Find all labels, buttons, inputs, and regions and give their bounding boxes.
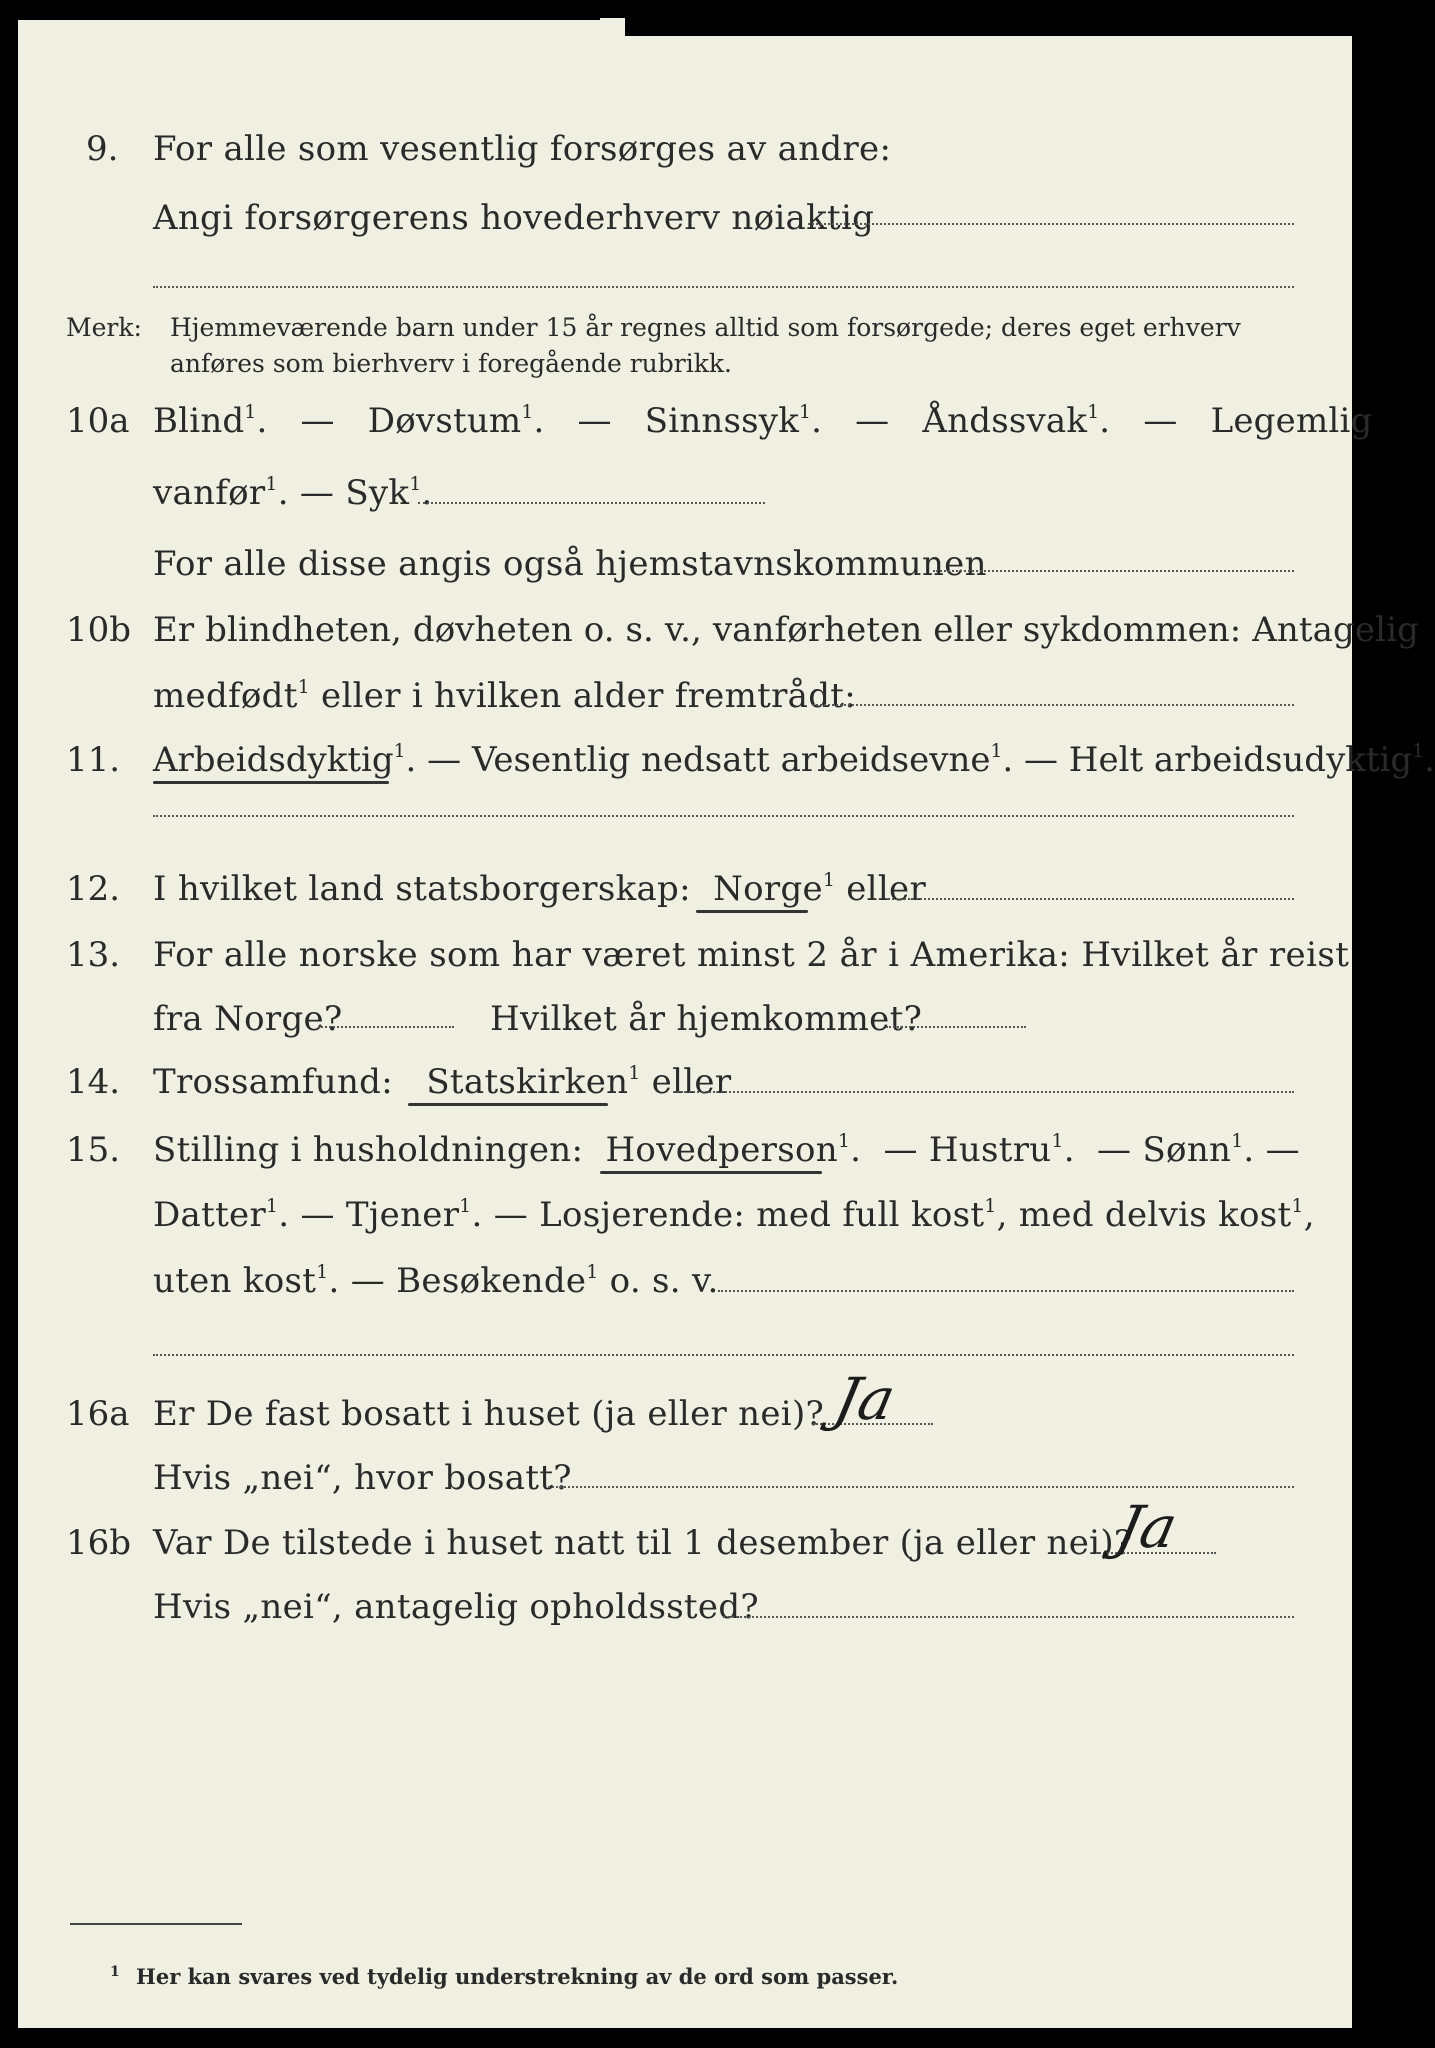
q16b-line1: Var De tilstede i huset natt til 1 desember (ja eller nei)? bbox=[153, 1523, 1133, 1563]
punctuation: . bbox=[811, 401, 823, 442]
hovedperson-underline-mark bbox=[600, 1171, 822, 1174]
q10b-answer-line[interactable] bbox=[813, 704, 1294, 706]
footnote-marker: 1 bbox=[521, 402, 534, 423]
option-uten-kost[interactable]: uten kost bbox=[153, 1261, 317, 1302]
q15-answer-line[interactable] bbox=[718, 1290, 1294, 1292]
q10b-number: 10b bbox=[66, 610, 132, 650]
footnote-marker: 1 bbox=[244, 402, 257, 423]
statskirken-underline-mark bbox=[408, 1103, 608, 1106]
q15-number: 15. bbox=[66, 1130, 121, 1170]
q14-number: 14. bbox=[66, 1062, 121, 1102]
footnote-marker: 1 bbox=[409, 474, 422, 495]
option-arbeidsdyktig[interactable]: Arbeidsdyktig bbox=[153, 740, 394, 781]
q14-answer-line[interactable] bbox=[674, 1091, 1294, 1093]
option-dovstum[interactable]: Døvstum bbox=[367, 401, 522, 442]
q15-continuation-line[interactable] bbox=[153, 1354, 1294, 1356]
norge-underline-mark bbox=[696, 910, 808, 913]
q10a-number: 10a bbox=[66, 401, 130, 441]
q14-line bbox=[153, 1062, 732, 1103]
footnote-marker: 1 bbox=[799, 402, 812, 423]
footnote-marker: 1 bbox=[297, 677, 310, 698]
q10a-line2 bbox=[153, 473, 433, 514]
footnote-marker: 1 bbox=[316, 1262, 329, 1283]
footnote-marker: 1 bbox=[822, 870, 836, 891]
footnote-rule bbox=[70, 1923, 242, 1925]
q13-hjemkommet-answer-line[interactable] bbox=[886, 1026, 1026, 1028]
punctuation: . bbox=[533, 401, 545, 442]
footnote-mark: 1 bbox=[110, 1964, 120, 1980]
footnote-marker: 1 bbox=[628, 1063, 641, 1084]
footnote-marker: 1 bbox=[1412, 741, 1425, 762]
footnote-marker: 1 bbox=[1051, 1131, 1064, 1152]
option-vesentlig-nedsatt[interactable]: — Vesentlig nedsatt arbeidsevne bbox=[427, 740, 991, 781]
q16a-number: 16a bbox=[66, 1394, 130, 1434]
q16b-line2: Hvis „nei“, antagelig opholdssted? bbox=[153, 1587, 759, 1627]
q11-line: Arbeidsdyktig$^1$. — Vesentlig nedsatt arbeidsevne$^1$. — Helt arbeidsudyktig$^1$. bbox=[153, 740, 1435, 781]
merk-label: Merk: bbox=[66, 313, 142, 342]
footnote-marker: 1 bbox=[1291, 1196, 1304, 1217]
footnote-marker: 1 bbox=[393, 741, 406, 762]
q13-line2a: fra Norge? bbox=[153, 999, 343, 1039]
q10a-line3: For alle disse angis også hjemstavnskommunen bbox=[153, 544, 987, 584]
q16a-line2: Hvis „nei“, hvor bosatt? bbox=[153, 1458, 572, 1498]
option-besokende[interactable]: — Besøkende bbox=[350, 1261, 587, 1302]
option-norge[interactable]: Norge bbox=[713, 869, 823, 910]
footnote-marker: 1 bbox=[266, 1196, 279, 1217]
footnote-text: Her kan svares ved tydelig understrekning av de ord som passer. bbox=[136, 1964, 899, 1989]
option-andssvak[interactable]: Åndssvak bbox=[922, 401, 1088, 442]
punctuation: . bbox=[277, 473, 289, 514]
option-blind[interactable]: Blind bbox=[153, 401, 245, 442]
option-losjerende[interactable]: — Losjerende: med full kost bbox=[493, 1195, 985, 1236]
option-datter[interactable]: Datter bbox=[153, 1195, 267, 1236]
q9-continuation-line[interactable] bbox=[153, 286, 1294, 288]
footnote-marker: 1 bbox=[837, 1131, 851, 1152]
q15-line3: uten kost$^1$. — Besøkende$^1$ o. s. v. bbox=[153, 1261, 719, 1302]
footnote-marker: 1 bbox=[459, 1196, 472, 1217]
option-delvis-kost[interactable]: , med delvis kost bbox=[996, 1195, 1292, 1236]
option-osv[interactable]: o. s. v. bbox=[609, 1261, 719, 1302]
option-helt-arbeidsudyktig[interactable]: — Helt arbeidsudyktig bbox=[1023, 740, 1413, 781]
q15-line2: Datter$^1$. — Tjener$^1$. — Losjerende: med full kost$^1$, med delvis kost$^1$, bbox=[153, 1195, 1315, 1236]
option-hustru[interactable]: — Hustru bbox=[883, 1130, 1052, 1171]
option-sinnssyk[interactable]: Sinnssyk bbox=[644, 401, 800, 442]
option-syk[interactable]: Syk bbox=[345, 473, 410, 514]
q9-answer-line[interactable] bbox=[808, 223, 1294, 225]
merk-line1: Hjemmeværende barn under 15 år regnes alltid som forsørgede; deres eget erhverv bbox=[170, 313, 1241, 342]
punctuation: . bbox=[421, 473, 433, 514]
q9-line2: Angi forsørgerens hovederhverv nøiaktig bbox=[153, 198, 875, 238]
scan-border-top-right bbox=[625, 0, 1379, 36]
q9-line1: For alle som vesentlig forsørges av andre: bbox=[153, 129, 892, 169]
q12-eller: eller bbox=[846, 869, 927, 910]
q16b-number: 16b bbox=[66, 1523, 132, 1563]
q16a-bosatt-answer-line[interactable] bbox=[548, 1486, 1294, 1488]
arbeidsdyktig-underline-mark bbox=[153, 781, 389, 784]
q12-line bbox=[153, 869, 927, 910]
q10b-line2 bbox=[153, 676, 857, 717]
option-vanfor[interactable]: vanfør bbox=[153, 473, 266, 514]
merk-line2: anføres som bierhverv i foregående rubrikk. bbox=[170, 349, 732, 378]
footnote-marker: 1 bbox=[990, 741, 1003, 762]
option-tjener[interactable]: — Tjener bbox=[300, 1195, 460, 1236]
q15-line1: Stilling i husholdningen: Hovedperson$^1$. — Hustru$^1$. — Sønn$^1$. — bbox=[153, 1130, 1300, 1171]
q13-line1: For alle norske som har været minst 2 år i Amerika: Hvilket år reist bbox=[153, 935, 1350, 975]
q11-number: 11. bbox=[66, 740, 121, 780]
q16a-handwritten-answer[interactable]: Ja bbox=[828, 1365, 902, 1433]
q13-number: 13. bbox=[66, 935, 121, 975]
footnote-marker: 1 bbox=[1231, 1131, 1244, 1152]
separator: — bbox=[299, 473, 335, 514]
option-hovedperson[interactable]: Hovedperson bbox=[605, 1130, 838, 1171]
q12-text: I hvilket land statsborgerskap: bbox=[153, 869, 691, 910]
option-sonn[interactable]: — Sønn bbox=[1097, 1130, 1232, 1171]
q10b-line2-text: eller i hvilken alder fremtrådt: bbox=[321, 676, 857, 717]
q13-line2b: Hvilket år hjemkommet? bbox=[490, 999, 923, 1039]
scan-border-top-left bbox=[0, 0, 600, 20]
separator: — bbox=[1143, 401, 1178, 442]
q14-text: Trossamfund: bbox=[153, 1062, 394, 1103]
q16b-handwritten-answer[interactable]: Ja bbox=[1110, 1493, 1184, 1561]
q12-number: 12. bbox=[66, 869, 121, 909]
q14-eller: eller bbox=[651, 1062, 732, 1103]
q10a-syk-answer-line[interactable] bbox=[418, 502, 765, 504]
q13-reist-answer-line[interactable] bbox=[318, 1026, 454, 1028]
q12-answer-line[interactable] bbox=[888, 898, 1294, 900]
q15-text: Stilling i husholdningen: bbox=[153, 1130, 584, 1171]
punctuation: . bbox=[1099, 401, 1111, 442]
footnote-marker: 1 bbox=[1087, 402, 1100, 423]
footnote-marker: 1 bbox=[984, 1196, 997, 1217]
separator: — bbox=[577, 401, 612, 442]
option-statskirken[interactable]: Statskirken bbox=[426, 1062, 629, 1103]
footnote-marker: 1 bbox=[265, 474, 278, 495]
q10a-line1 bbox=[153, 401, 1373, 442]
q10b-line1: Er blindheten, døvheten o. s. v., vanførheten eller sykdommen: Antagelig bbox=[153, 610, 1419, 650]
footnote-marker: 1 bbox=[586, 1262, 599, 1283]
option-medfodt[interactable]: medfødt bbox=[153, 676, 298, 717]
q11-continuation-line[interactable] bbox=[153, 815, 1294, 817]
separator: — bbox=[300, 401, 335, 442]
option-legemlig[interactable]: Legemlig bbox=[1210, 401, 1373, 442]
q10a-hjemstavn-answer-line[interactable] bbox=[933, 570, 1294, 572]
q9-number: 9. bbox=[86, 129, 119, 169]
q16a-line1: Er De fast bosatt i huset (ja eller nei)? bbox=[153, 1394, 825, 1434]
punctuation: . bbox=[256, 401, 268, 442]
separator: — bbox=[855, 401, 890, 442]
census-form-page bbox=[18, 18, 1435, 2028]
q16b-opholdssted-answer-line[interactable] bbox=[723, 1616, 1294, 1618]
